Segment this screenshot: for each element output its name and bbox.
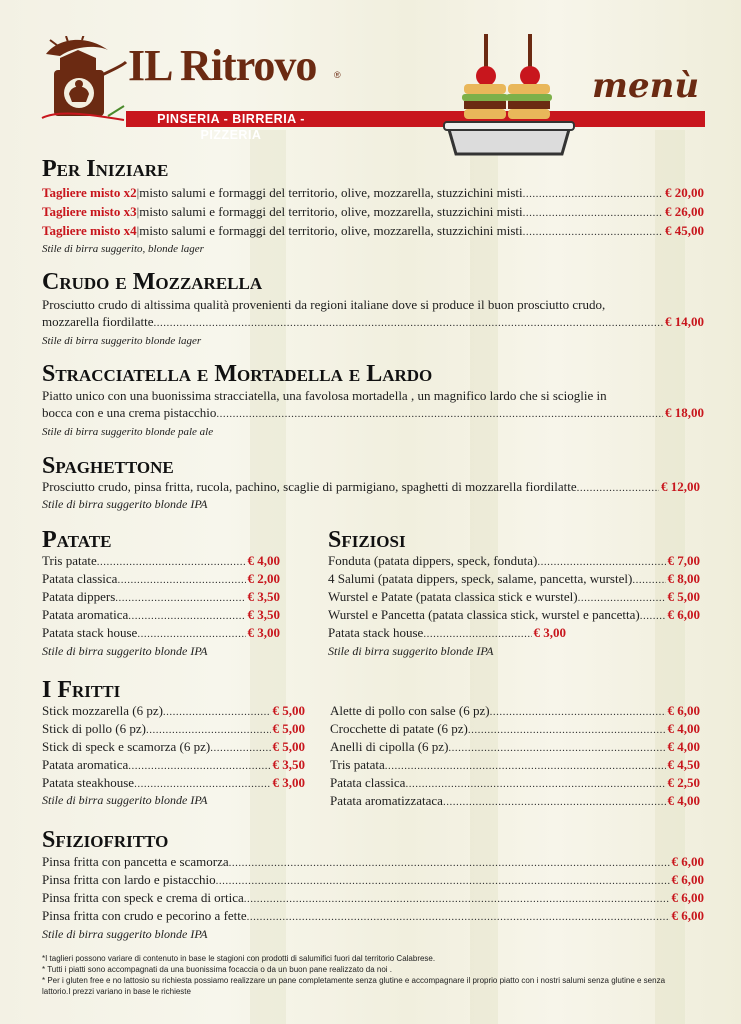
menu-item: Patata classica ..... € 2,00 [42, 570, 280, 589]
beer-suggestion: Stile di birra suggerito blonde pale ale [42, 426, 214, 438]
section-title-stracciatella: Stracciatella e Mortadella e Lardo [42, 361, 433, 387]
menu-item: Patata stack house ..... € 3,00 [42, 624, 280, 643]
skewer-sandwich-icon [442, 32, 576, 164]
section-title-sfiziosi: Sfiziosi [328, 527, 406, 553]
menu-item: Pinsa fritta con lardo e pistacchio ..... € 6,00 [42, 871, 704, 890]
registered-mark: ® [334, 70, 341, 80]
menu-item: Patata steakhouse ..... € 3,00 [42, 774, 305, 793]
dish-description: Prosciutto crudo di altissima qualità provenienti da regioni italiane dove si produce il buon prosciutto crudo, [42, 297, 606, 312]
menu-item: Anelli di cipolla (6 pz) ..... € 4,00 [330, 738, 700, 757]
footnote: *I taglieri possono variare di contenuto in base le stagioni con prodotti di salumifici fuori dal territorio Calabrese. [42, 954, 436, 963]
footnote: lattorio.I prezzi variano in base le richieste [42, 987, 191, 996]
menu-item: Tagliere misto x4 | misto salumi e formaggi del territorio, olive, mozzarella, stuzzichini misti ..... € 45,00 [42, 222, 704, 241]
beer-suggestion: Stile di birra suggerito, blonde lager [42, 243, 204, 255]
menu-item: Stick mozzarella (6 pz) ..... € 5,00 [42, 702, 305, 721]
menu-item: 4 Salumi (patata dippers, speck, salame, pancetta, wurstel) ..... € 8,00 [328, 570, 700, 589]
section-title-patate: Patate [42, 527, 112, 553]
menu-item: Tagliere misto x3 | misto salumi e formaggi del territorio, olive, mozzarella, stuzzichini misti ..... € 26,00 [42, 203, 704, 222]
menu-item: Pinsa fritta con pancetta e scamorza ..... € 6,00 [42, 853, 704, 872]
menu-item: Prosciutto crudo, pinsa fritta, rucola, pachino, scaglie di parmigiano, spaghetti di mozzarella fiordilatte ..... € 12,00 [42, 478, 700, 497]
menu-item: Fonduta (patata dippers, speck, fonduta) ..... € 7,00 [328, 552, 700, 571]
menu-item: Tagliere misto x2 | misto salumi e formaggi del territorio, olive, mozzarella, stuzzichini misti ..... € 20,00 [42, 184, 704, 203]
brand-name: IL Ritrovo [128, 41, 317, 90]
logo-emblem-icon [38, 36, 128, 128]
menu-item: bocca con e una crema pistacchio ..... € 18,00 [42, 404, 704, 423]
brand-tagline: PINSERIA - BIRRERIA - PIZZERIA [126, 111, 336, 127]
footnotes [42, 953, 702, 997]
section-title-crudo: Crudo e Mozzarella [42, 269, 263, 295]
beer-suggestion: Stile di birra suggerito blonde IPA [42, 644, 208, 658]
beer-suggestion: Stile di birra suggerito blonde IPA [42, 497, 208, 511]
menu-item: mozzarella fiordilatte ..... € 14,00 [42, 313, 704, 332]
menu-item: Tris patata ..... € 4,50 [330, 756, 700, 775]
menu-item: Stick di speck e scamorza (6 pz) ..... € 5,00 [42, 738, 305, 757]
menu-item: Pinsa fritta con crudo e pecorino a fette ..... € 6,00 [42, 907, 704, 926]
menu-item: Crocchette di patate (6 pz) ..... € 4,00 [330, 720, 700, 739]
menu-item: Wurstel e Pancetta (patata classica stick, wurstel e pancetta) ..... € 6,00 [328, 606, 700, 625]
beer-suggestion: Stile di birra suggerito blonde IPA [328, 644, 494, 658]
section-title-spaghettone: Spaghettone [42, 453, 174, 479]
menu-item: Patata aromatizzataca ..... € 4,00 [330, 792, 700, 811]
footnote: * Per i gluten free e no lattosio su richiesta possiamo realizzare un pane completamente senza glutine e accompagnare il proprio piatto con i nostri salumi senza glutine e senza [42, 976, 666, 985]
menu-item: Patata dippers ..... € 3,50 [42, 588, 280, 607]
menu-item: Pinsa fritta con speck e crema di ortica ..... € 6,00 [42, 889, 704, 908]
section-title-per-iniziare: Per Iniziare [42, 156, 169, 182]
menu-item: Patata aromatica ..... € 3,50 [42, 606, 280, 625]
beer-suggestion: Stile di birra suggerito blonde IPA [42, 927, 208, 941]
menu-item: Patata stack house ..... € 3,00 [328, 624, 566, 643]
section-title-sfiziofritto: Sfiziofritto [42, 827, 169, 853]
menu-item: Patata aromatica ..... € 3,50 [42, 756, 305, 775]
menu-item: Patata classica ..... € 2,50 [330, 774, 700, 793]
menu-heading: menù [592, 66, 700, 106]
menu-item: Tris patate ..... € 4,00 [42, 552, 280, 571]
footnote: * Tutti i piatti sono accompagnati da una buonissima focaccia o da un buon pane realizzato da noi . [42, 965, 393, 974]
menu-item: Wurstel e Patate (patata classica stick e wurstel) ..... € 5,00 [328, 588, 700, 607]
beer-suggestion: Stile di birra suggerito blonde IPA [42, 793, 208, 807]
menu-item: Alette di pollo con salse (6 pz) ..... € 6,00 [330, 702, 700, 721]
dish-description: Piatto unico con una buonissima stracciatella, una favolosa mortadella , un magnifico lardo che si scioglie in [42, 388, 607, 403]
beer-suggestion: Stile di birra suggerito blonde lager [42, 335, 202, 347]
menu-item: Stick di pollo (6 pz) ..... € 5,00 [42, 720, 305, 739]
section-title-fritti: I Fritti [42, 677, 121, 703]
